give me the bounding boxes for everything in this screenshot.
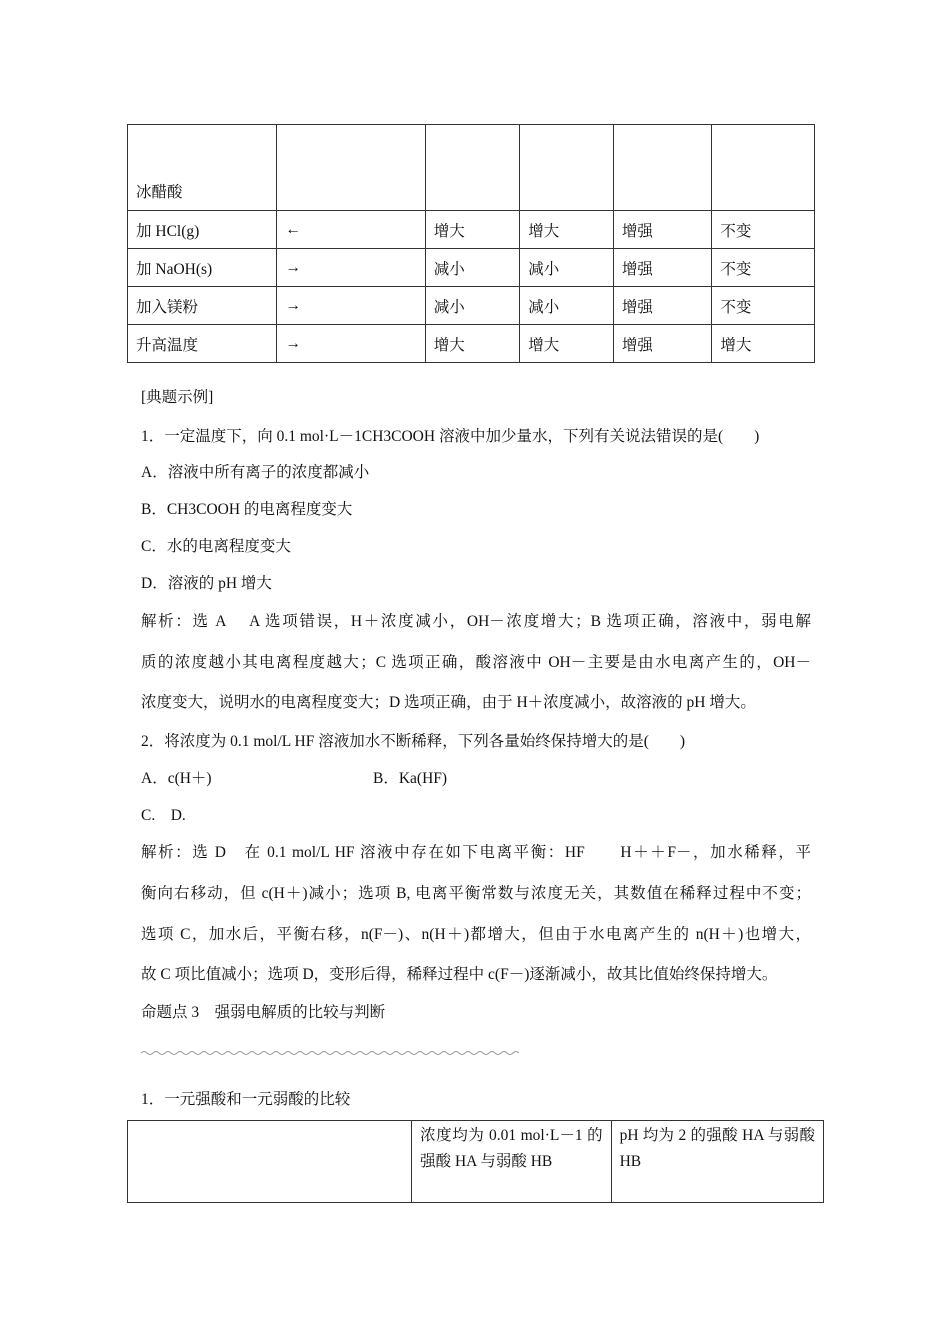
table-cell: → [277,249,425,287]
table-cell: 不变 [712,287,815,325]
table-cell: 加入镁粉 [128,287,277,325]
table-cell [712,125,815,211]
subheading-1: 1．一元强酸和一元弱酸的比较 [141,1091,351,1108]
question-1-option-b: B．CH3COOH 的电离程度变大 [141,501,353,518]
table-cell: 增强 [613,249,712,287]
table-cell [520,125,614,211]
table-cell: 增大 [425,325,520,363]
table-cell [425,125,520,211]
table-cell: 减小 [425,249,520,287]
table-cell: → [277,325,425,363]
table-row [128,211,815,249]
table-cell: 增大 [520,211,614,249]
table-cell: 冰醋酸 [128,125,277,211]
table-cell: 减小 [520,249,614,287]
table-cell: 增大 [712,325,815,363]
table-cell: 不变 [712,249,815,287]
table-cell: 增强 [613,211,712,249]
question-1-stem: 1．一定温度下，向 0.1 mol·L－1CH3COOH 溶液中加少量水，下列有关说法错误的是( ) [141,428,760,445]
ionization-effects-table [127,124,815,363]
question-2-analysis-line: 选项 C，加水后，平衡右移，n(F－)、n(H＋)都增大，但由于水电离产生的 n(H＋)也增大， [141,926,811,943]
question-1-option-c: C．水的电离程度变大 [141,538,291,555]
question-2-option-b: B．Ka(HF) [373,770,448,787]
section-label: [典题示例] [141,389,214,406]
table-row [128,1121,824,1203]
table-cell [128,1121,412,1203]
strong-weak-acid-table [127,1120,824,1203]
question-2-option-cd: C. D. [141,807,186,824]
question-1-option-a: A．溶液中所有离子的浓度都减小 [141,464,370,481]
table-row [128,249,815,287]
table-cell: 浓度均为 0.01 mol·L－1 的强酸 HA 与弱酸 HB [412,1121,612,1203]
table-cell [613,125,712,211]
question-2-stem: 2．将浓度为 0.1 mol/L HF 溶液加水不断稀释，下列各量始终保持增大的是( ) [141,733,686,750]
question-1-analysis-line: 浓度变大，说明水的电离程度变大；D 选项正确，由于 H＋浓度减小，故溶液的 pH 增大。 [141,694,756,711]
wavy-divider [141,1048,519,1058]
table-cell: 增大 [520,325,614,363]
table-row [128,325,815,363]
question-2-analysis-line: 衡向右移动，但 c(H＋)减小；选项 B, 电离平衡常数与浓度无关，其数值在稀释过程中不变； [141,885,811,902]
table-cell: 不变 [712,211,815,249]
table-cell: → [277,287,425,325]
question-2-option-a: A．c(H＋) [141,770,212,787]
table-cell: 加 HCl(g) [128,211,277,249]
table-cell: 升高温度 [128,325,277,363]
table-cell [277,125,425,211]
table-row [128,287,815,325]
table-cell: pH 均为 2 的强酸 HA 与弱酸 HB [611,1121,823,1203]
table-cell: 增强 [613,287,712,325]
question-1-analysis-line: 质的浓度越小其电离程度越大；C 选项正确，酸溶液中 OH－主要是由水电离产生的，OH－ [141,654,811,671]
table-cell: 增强 [613,325,712,363]
question-1-analysis-line: 解析：选 A A 选项错误，H＋浓度减小，OH－浓度增大；B 选项正确，溶液中，弱电解 [141,613,811,630]
topic-heading: 命题点 3 强弱电解质的比较与判断 [141,1004,386,1021]
table-cell: 加 NaOH(s) [128,249,277,287]
table-row [128,125,815,211]
table-cell: 减小 [520,287,614,325]
table-cell: 减小 [425,287,520,325]
table-cell: 增大 [425,211,520,249]
question-2-analysis-line: 解析：选 D 在 0.1 mol/L HF 溶液中存在如下电离平衡：HF H＋＋F－，加水稀释，平 [141,844,811,861]
question-2-analysis-line: 故 C 项比值减小；选项 D，变形后得，稀释过程中 c(F－)逐渐减小，故其比值始终保持增大。 [141,966,778,983]
table-cell: ← [277,211,425,249]
question-1-option-d: D．溶液的 pH 增大 [141,575,272,592]
